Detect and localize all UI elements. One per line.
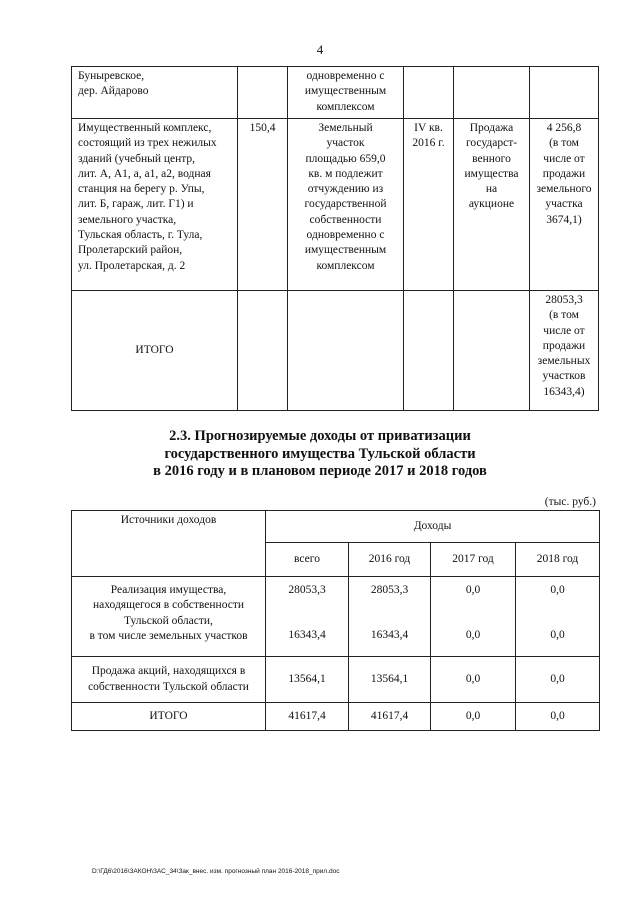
value-cell: 28053,3 16343,4 (349, 577, 431, 657)
value-cell: 41617,4 (349, 703, 431, 731)
header-income: Доходы (266, 511, 600, 543)
table-row (72, 657, 600, 703)
row-label: Реализация имущества, находящегося в собственности Тульской области, в том числе земельных участков (72, 577, 266, 657)
method-cell (454, 67, 530, 119)
row-label: Продажа акций, находящихся в собственности Тульской области (72, 657, 266, 703)
value-cell: 13564,1 (349, 657, 431, 703)
area-cell: 150,4 (238, 119, 288, 291)
privatization-objects-table (71, 66, 599, 411)
total-label: ИТОГО (72, 703, 266, 731)
quarter-cell: IV кв. 2016 г. (404, 119, 454, 291)
value-cell: 0,0 0,0 (431, 577, 516, 657)
object-cell: Имущественный комплекс, состоящий из трех нежилых зданий (учебный центр, лит. А, А1, а, а1, а2, водная станция на берегу р. Упы, лит. Б, гараж, лит. Г1) и земельного участка, Тульская область, г. Тула, Пролетарский район, ул. Пролетарская, д. 2 (72, 119, 238, 291)
header-col-2017: 2017 год (431, 543, 516, 577)
value-cell: 0,0 (516, 703, 600, 731)
condition-cell: Земельный участок площадью 659,0 кв. м подлежит отчуждению из государственной собственности одновременно с имущественным комплексом (288, 119, 404, 291)
quarter-cell (404, 67, 454, 119)
value-cell: 0,0 (431, 657, 516, 703)
section-title: 2.3. Прогнозируемые доходы от приватизации государственного имущества Тульской области в 2016 году и в плановом периоде 2017 и 2018 годов (153, 428, 487, 479)
income-table (71, 510, 600, 731)
value-cell: 41617,4 (266, 703, 349, 731)
value-cell: 0,0 0,0 (516, 577, 600, 657)
table-row (72, 119, 599, 291)
total-label: ИТОГО (72, 291, 238, 411)
object-cell: Буныревское, дер. Айдарово (72, 67, 238, 119)
footer-file-path: D:\ГД6\2016\ЗАКОН\ЗАС_34\Зак_внес. изм. прогнозный план 2016-2018_прил.doc (92, 868, 340, 875)
sum-cell (530, 67, 599, 119)
units-label: (тыс. руб.) (544, 496, 596, 508)
header-source: Источники доходов (72, 511, 266, 577)
value-cell: 0,0 (516, 657, 600, 703)
value-cell: 28053,3 16343,4 (266, 577, 349, 657)
page-number: 4 (316, 42, 324, 57)
sum-cell: 4 256,8 (в том числе от продажи земельного участка 3674,1) (530, 119, 599, 291)
header-col-total: всего (266, 543, 349, 577)
header-col-2018: 2018 год (516, 543, 600, 577)
condition-cell: одновременно с имущественным комплексом (288, 67, 404, 119)
total-sum-cell: 28053,3 (в том числе от продажи земельных участков 16343,4) (530, 291, 599, 411)
header-col-2016: 2016 год (349, 543, 431, 577)
table-row (72, 67, 599, 119)
area-cell (238, 67, 288, 119)
total-row (72, 291, 599, 411)
header-row (72, 511, 600, 543)
method-cell: Продажа государст- венного имущества на аукционе (454, 119, 530, 291)
total-row (72, 703, 600, 731)
value-cell: 13564,1 (266, 657, 349, 703)
table-row (72, 577, 600, 657)
value-cell: 0,0 (431, 703, 516, 731)
